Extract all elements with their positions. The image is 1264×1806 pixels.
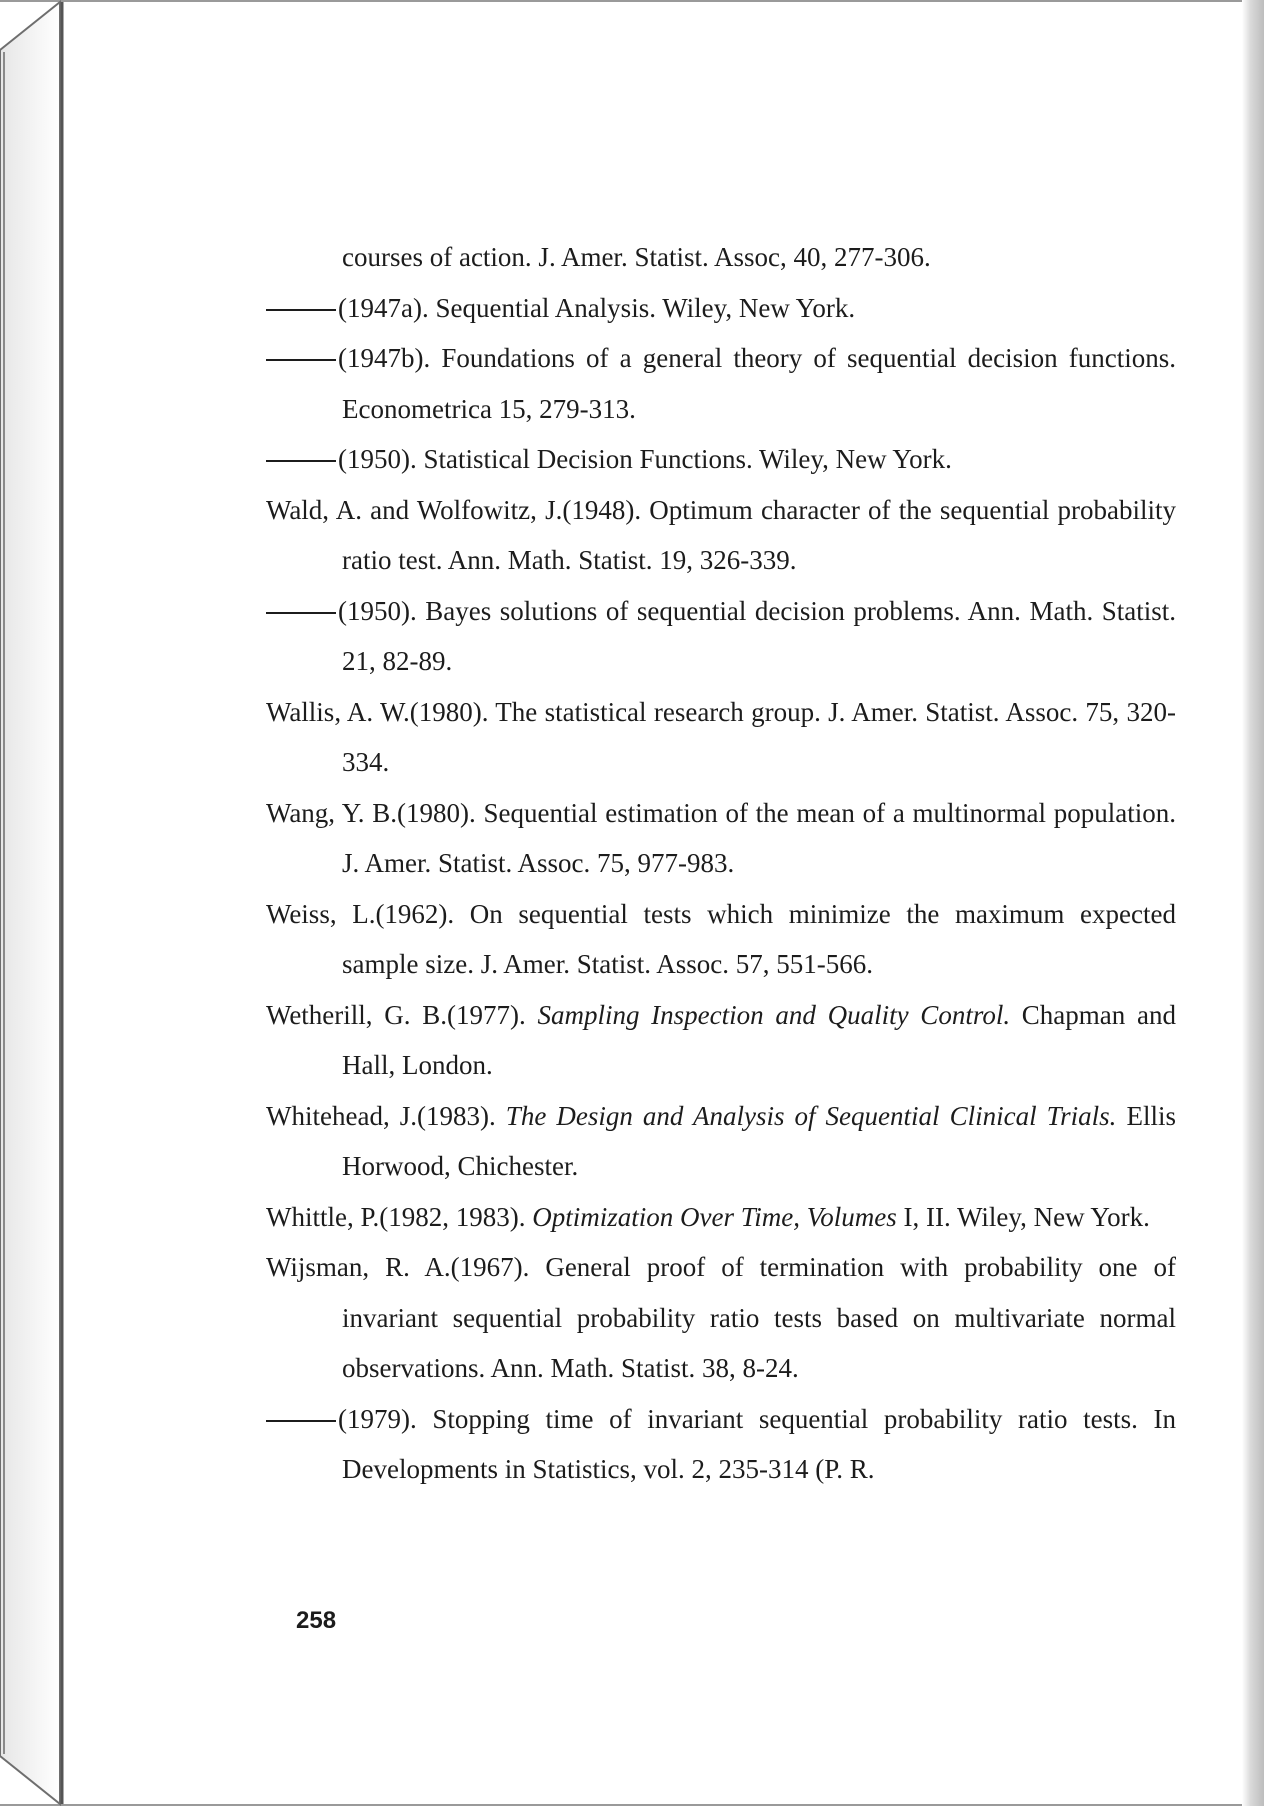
reference-text: Whitehead, J.(1983). — [266, 1100, 506, 1131]
reference-entry — [266, 434, 1176, 485]
reference-title-italic: Optimization Over Time, Volumes — [532, 1201, 897, 1232]
reference-title-italic: Sampling Inspection and Quality Control. — [537, 999, 1011, 1030]
same-author-dash — [266, 612, 336, 614]
reference-text: Whittle, P.(1982, 1983). — [266, 1201, 533, 1232]
reference-entry — [266, 1091, 1176, 1192]
reference-text: Wald, A. and Wolfowitz, J.(1948). Optimum character of the sequential probability ratio test. Ann. Math. Statist. 19, 326-339. — [266, 494, 1176, 575]
reference-continuation — [266, 232, 1176, 283]
reference-entry — [266, 333, 1176, 434]
reference-entry — [266, 1394, 1176, 1495]
same-author-dash — [266, 460, 336, 462]
reference-entry — [266, 788, 1176, 889]
page-number: 258 — [296, 1607, 337, 1634]
reference-entry — [266, 586, 1176, 687]
reference-text: Ellis Horwood, Chichester. — [342, 1100, 1176, 1181]
reference-entry — [266, 485, 1176, 586]
book-spine — [0, 0, 66, 1806]
reference-entry — [266, 990, 1176, 1091]
reference-title-italic: The Design and Analysis of Sequential Clinical Trials. — [505, 1100, 1117, 1131]
reference-text: (1950). Bayes solutions of sequential decision problems. Ann. Math. Statist. 21, 82-89. — [338, 595, 1176, 676]
reference-entry — [266, 1192, 1176, 1243]
reference-entry — [266, 889, 1176, 990]
reference-text: (1947a). Sequential Analysis. Wiley, New York. — [338, 292, 856, 323]
reference-text: courses of action. J. Amer. Statist. Assoc, 40, 277-306. — [342, 242, 931, 272]
same-author-dash — [266, 1420, 336, 1422]
reference-text: (1950). Statistical Decision Functions. Wiley, New York. — [338, 444, 952, 474]
reference-text: Wallis, A. W.(1980). The statistical research group. J. Amer. Statist. Assoc. 75, 320-334. — [266, 696, 1176, 777]
reference-text: (1979). Stopping time of invariant sequential probability ratio tests. In Developments in Statistics, vol. 2, 235-314 (P. R. — [338, 1403, 1176, 1484]
reference-entry — [266, 687, 1176, 788]
reference-text: Wetherill, G. B.(1977). — [266, 999, 538, 1030]
same-author-dash — [266, 309, 336, 311]
book-page — [66, 2, 1242, 1804]
reference-text: Weiss, L.(1962). On sequential tests which minimize the maximum expected sample size. J. Amer. Statist. Assoc. 57, 551-566. — [266, 898, 1176, 979]
reference-text: (1947b). Foundations of a general theory of sequential decision functions. Econometrica 15, 279-313. — [338, 343, 1176, 424]
reference-entry — [266, 1242, 1176, 1394]
reference-text: Wijsman, R. A.(1967). General proof of termination with probability one of invariant sequential probability ratio tests based on multivariate normal observations. Ann. Math. Statist. 38, 8-24. — [266, 1252, 1176, 1383]
same-author-dash — [266, 359, 336, 361]
reference-list — [266, 232, 1176, 1495]
page-right-edge — [1242, 0, 1264, 1806]
reference-text: Wang, Y. B.(1980). Sequential estimation of the mean of a multinormal population. J. Amer. Statist. Assoc. 75, 977-983. — [266, 797, 1176, 878]
reference-text: Chapman and Hall, London. — [342, 999, 1176, 1080]
reference-text: I, II. Wiley, New York. — [896, 1201, 1150, 1232]
reference-entry — [266, 283, 1176, 334]
